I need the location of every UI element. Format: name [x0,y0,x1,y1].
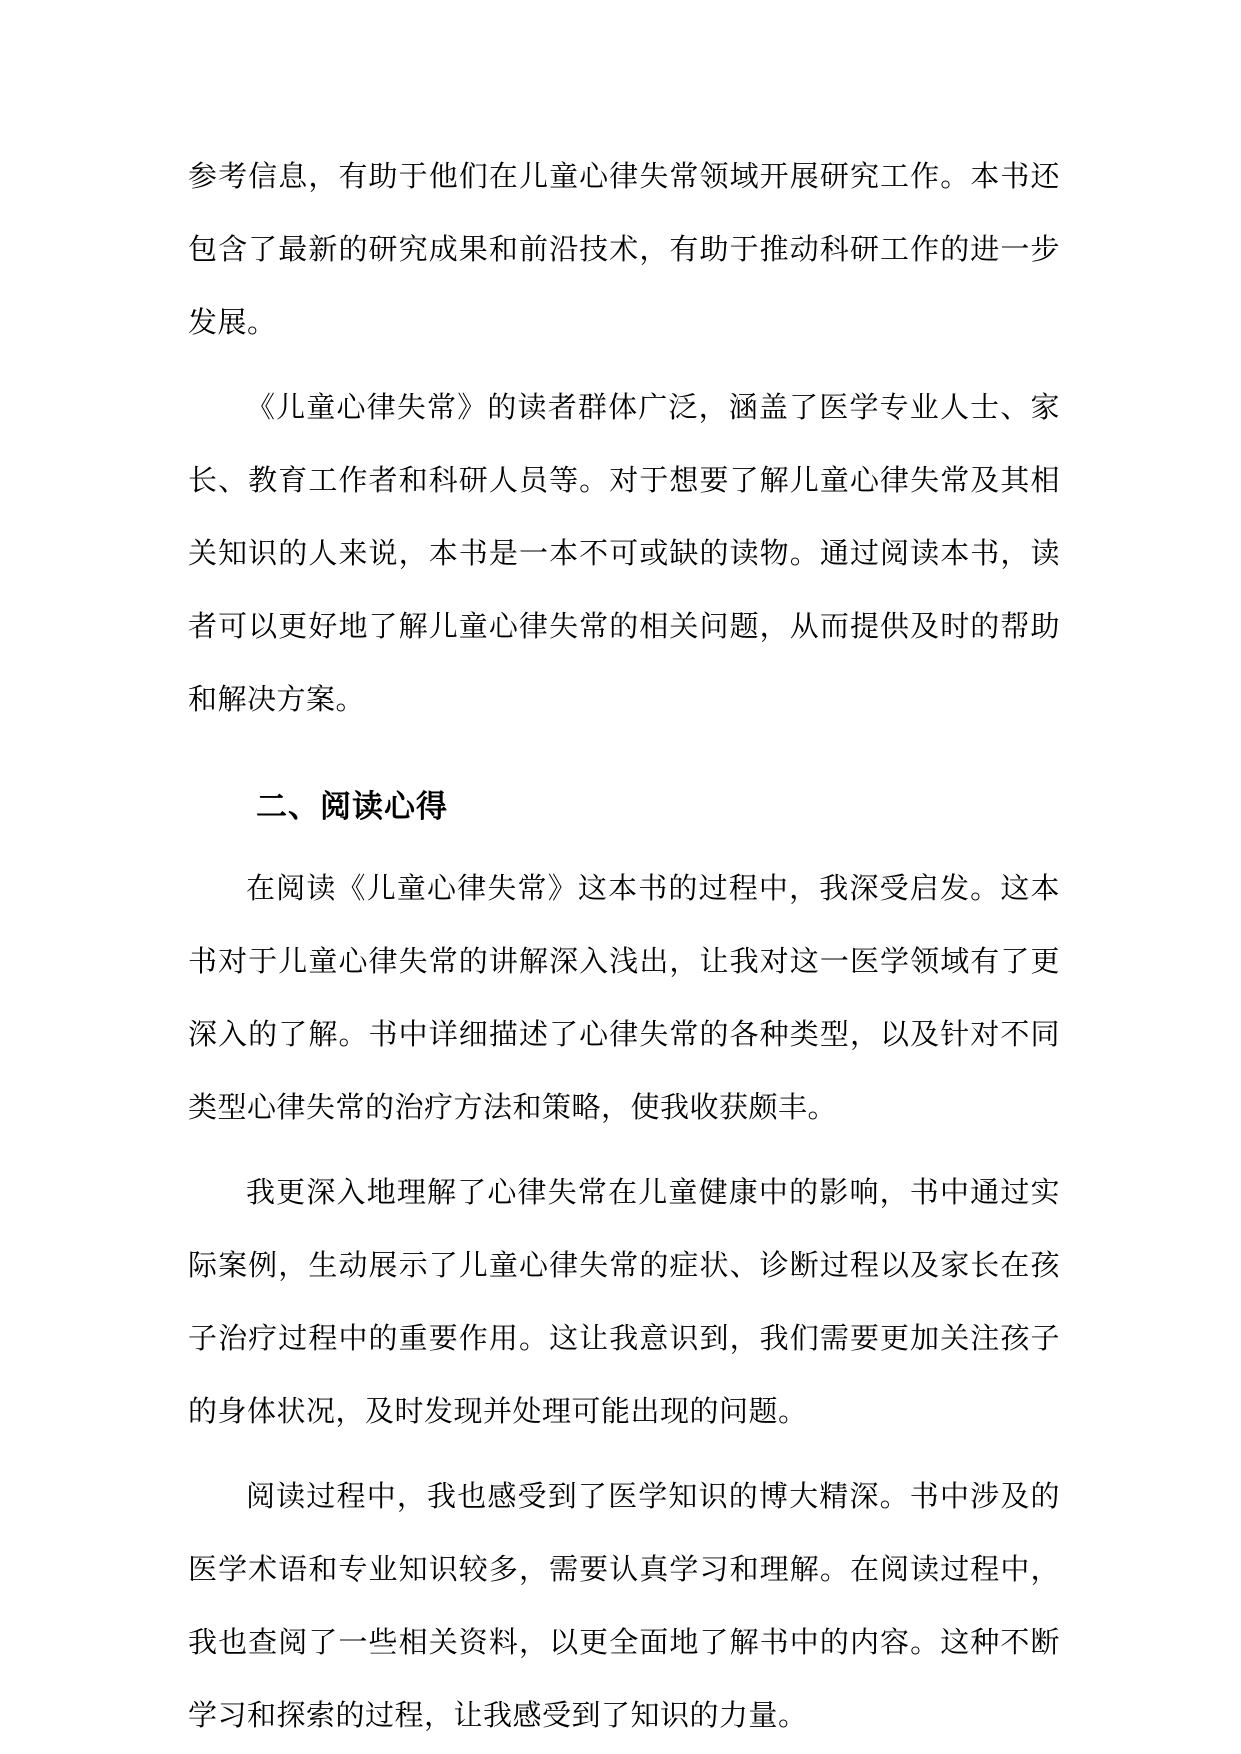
paragraph-continuation: 参考信息，有助于他们在儿童心律失常领域开展研究工作。本书还包含了最新的研究成果和前沿技术，有助于推动科研工作的进一步发展。 [188,159,1060,339]
paragraph-gap [188,1144,1060,1156]
section-heading: 二、阅读心得 [256,789,448,825]
paragraph-reading-1: 在阅读《儿童心律失常》这本书的过程中，我深受启发。这本书对于儿童心律失常的讲解深入浅出，让我对这一医学领域有了更深入的了解。书中详细描述了心律失常的各种类型，以及针对不同类型心律失常的治疗方法和策略，使我收获颇丰。 [188,871,1060,1124]
paragraph-gap [188,1448,1060,1460]
paragraph-reading-2: 我更深入地理解了心律失常在儿童健康中的影响，书中通过实际案例，生动展示了儿童心律失常的症状、诊断过程以及家长在孩子治疗过程中的重要作用。这让我意识到，我们需要更加关注孩子的身体状况，及时发现并处理可能出现的问题。 [188,1175,1060,1428]
document-body [188,140,1060,1752]
paragraph-reading-3: 阅读过程中，我也感受到了医学知识的博大精深。书中涉及的医学术语和专业知识较多，需要认真学习和理解。在阅读过程中，我也查阅了一些相关资料，以更全面地了解书中的内容。这种不断学习和探索的过程，让我感受到了知识的力量。 [188,1479,1060,1732]
paragraph-readership: 《儿童心律失常》的读者群体广泛，涵盖了医学专业人士、家长、教育工作者和科研人员等。对于想要了解儿童心律失常及其相关知识的人来说，本书是一本不可或缺的读物。通过阅读本书，读者可以更好地了解儿童心律失常的相关问题，从而提供及时的帮助和解决方案。 [188,390,1060,716]
paragraph-gap [188,359,1060,371]
section-gap [188,736,1060,762]
